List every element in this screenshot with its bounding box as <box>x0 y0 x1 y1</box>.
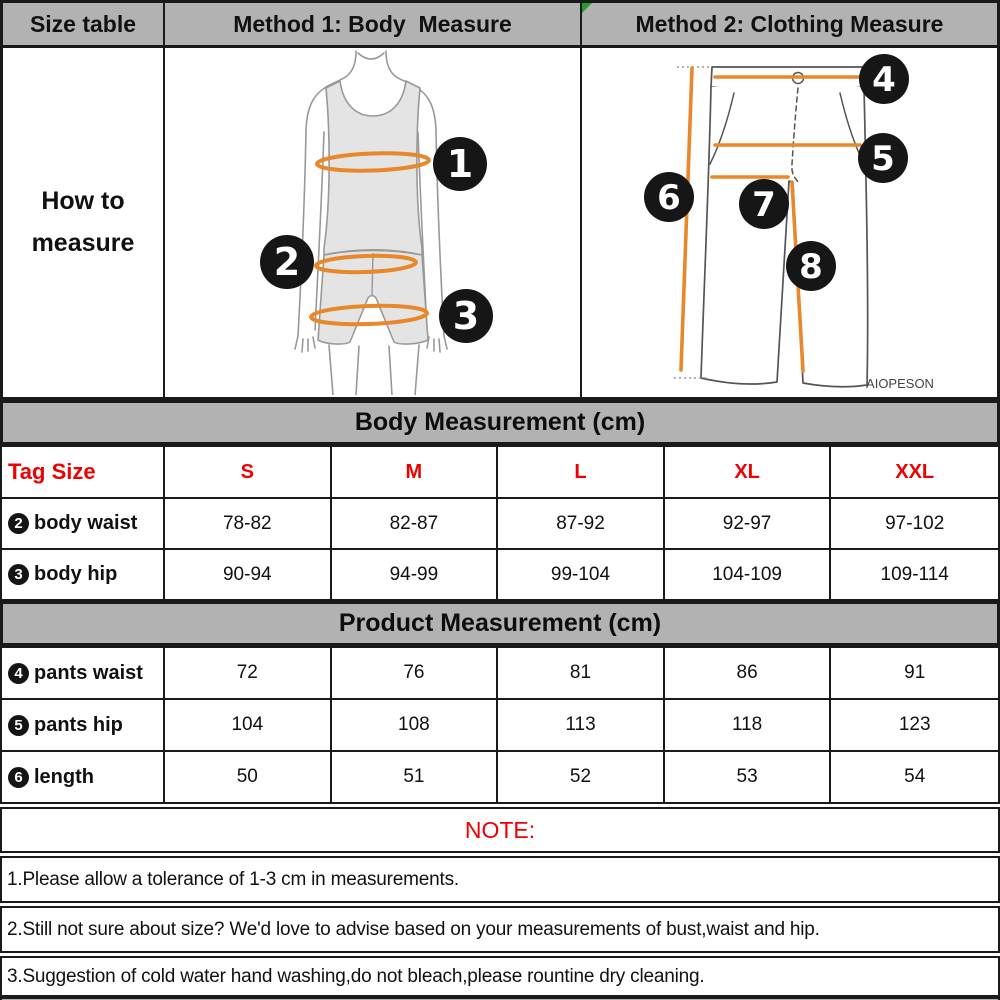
body-measurement-title-bar <box>0 400 1000 445</box>
header-method-1 <box>165 3 582 48</box>
row-label-text: body hip <box>34 563 118 585</box>
header-size-table <box>3 3 165 48</box>
method-2-label: Method 2: Clothing Measure <box>635 10 944 37</box>
cell-value: 91 <box>904 662 926 683</box>
size-col-xl: XL <box>665 447 832 497</box>
cell-value: 113 <box>498 700 665 750</box>
circled-3-icon: 3 <box>8 564 29 585</box>
note-item-2 <box>0 906 1000 953</box>
cell-value: 81 <box>498 648 665 698</box>
size-col-m: M <box>332 447 499 497</box>
cell-value: 76 <box>332 648 499 698</box>
body-measurement-title: Body Measurement (cm) <box>354 408 646 436</box>
note-title: NOTE: <box>464 816 536 843</box>
product-measurement-title-bar <box>0 601 1000 646</box>
row-label <box>2 550 165 599</box>
how-to-measure-section <box>0 0 1000 400</box>
note-text: 1.Please allow a tolerance of 1-3 cm in measurements. <box>7 868 459 890</box>
cell-value: 82-87 <box>332 499 499 548</box>
marker-4-number: 4 <box>872 60 896 100</box>
pants-length-line <box>681 68 692 370</box>
how-to-line1: How to <box>41 187 125 216</box>
table-row-pants-hip <box>2 698 998 750</box>
circled-6-icon: 6 <box>8 767 29 788</box>
cell-value: 104 <box>165 700 332 750</box>
cell-value: 53 <box>665 752 832 802</box>
cell-value: 108 <box>332 700 499 750</box>
row-label <box>2 499 165 548</box>
cell-value: 118 <box>665 700 832 750</box>
marker-7-number: 7 <box>752 185 776 225</box>
marker-3-number: 3 <box>452 294 480 338</box>
how-to-measure-cell <box>3 48 165 397</box>
row-label <box>2 752 165 802</box>
tag-size-header: Tag Size <box>2 447 165 497</box>
cell-value: 92-97 <box>665 499 832 548</box>
cell-value: 123 <box>898 714 931 735</box>
size-col-s: S <box>165 447 332 497</box>
note-title-bar <box>0 807 1000 853</box>
size-table-label: Size table <box>29 10 137 37</box>
size-col-xxl: XXL <box>895 460 935 483</box>
product-measurement-table <box>0 646 1000 804</box>
table-row-body-hip <box>2 548 998 599</box>
header-row <box>3 3 997 48</box>
row-label-text: pants waist <box>34 661 143 684</box>
note-item-1 <box>0 856 1000 903</box>
note-item-3 <box>0 956 1000 997</box>
cell-value: 51 <box>332 752 499 802</box>
note-text: 2.Still not sure about size? We'd love to advise based on your measurements of bust,waist and hip. <box>7 918 820 940</box>
cell-value: 90-94 <box>165 550 332 599</box>
marker-1-number: 1 <box>446 142 474 186</box>
row-label-text: body waist <box>34 512 138 534</box>
note-text: 3.Suggestion of cold water hand washing,do not bleach,please rountine dry cleaning. <box>7 965 705 987</box>
cell-value: 99-104 <box>498 550 665 599</box>
circled-4-icon: 4 <box>8 663 29 684</box>
figures-row <box>3 48 997 397</box>
table-row-length <box>2 750 998 802</box>
product-measurement-title: Product Measurement (cm) <box>338 609 662 637</box>
row-label-text: pants hip <box>34 713 123 736</box>
cell-value: 86 <box>665 648 832 698</box>
cell-value: 72 <box>165 648 332 698</box>
body-figure-icon <box>165 48 580 395</box>
row-label <box>2 648 165 698</box>
marker-8-number: 8 <box>799 247 823 287</box>
marker-5-number: 5 <box>871 139 895 179</box>
circled-2-icon: 2 <box>8 513 29 534</box>
how-to-line2: measure <box>31 228 135 257</box>
cell-value: 94-99 <box>332 550 499 599</box>
pants-figure-icon <box>582 48 995 395</box>
method-1-label: Method 1: Body Measure <box>233 10 512 37</box>
size-header-row <box>2 447 998 497</box>
cell-value: 109-114 <box>880 563 949 585</box>
cell-value: 50 <box>165 752 332 802</box>
cell-value: 87-92 <box>498 499 665 548</box>
cell-value: 97-102 <box>885 512 945 534</box>
table-row-body-waist <box>2 497 998 548</box>
cell-value: 54 <box>904 766 926 787</box>
body-measure-figure-cell <box>165 48 582 397</box>
marker-2-number: 2 <box>273 240 301 284</box>
green-corner-flag-icon <box>582 3 592 13</box>
clothing-measure-figure-cell <box>582 48 997 397</box>
body-measurement-table <box>0 445 1000 601</box>
table-row-pants-waist <box>2 648 998 698</box>
cell-value: 78-82 <box>165 499 332 548</box>
size-col-l: L <box>498 447 665 497</box>
circled-5-icon: 5 <box>8 715 29 736</box>
row-label <box>2 700 165 750</box>
pants-outline <box>701 87 868 387</box>
marker-6-number: 6 <box>657 178 681 218</box>
row-label-text: length <box>34 765 94 788</box>
brand-text: AIOPESON <box>866 376 934 391</box>
cell-value: 104-109 <box>665 550 832 599</box>
header-method-2 <box>582 3 997 48</box>
cell-value: 52 <box>498 752 665 802</box>
